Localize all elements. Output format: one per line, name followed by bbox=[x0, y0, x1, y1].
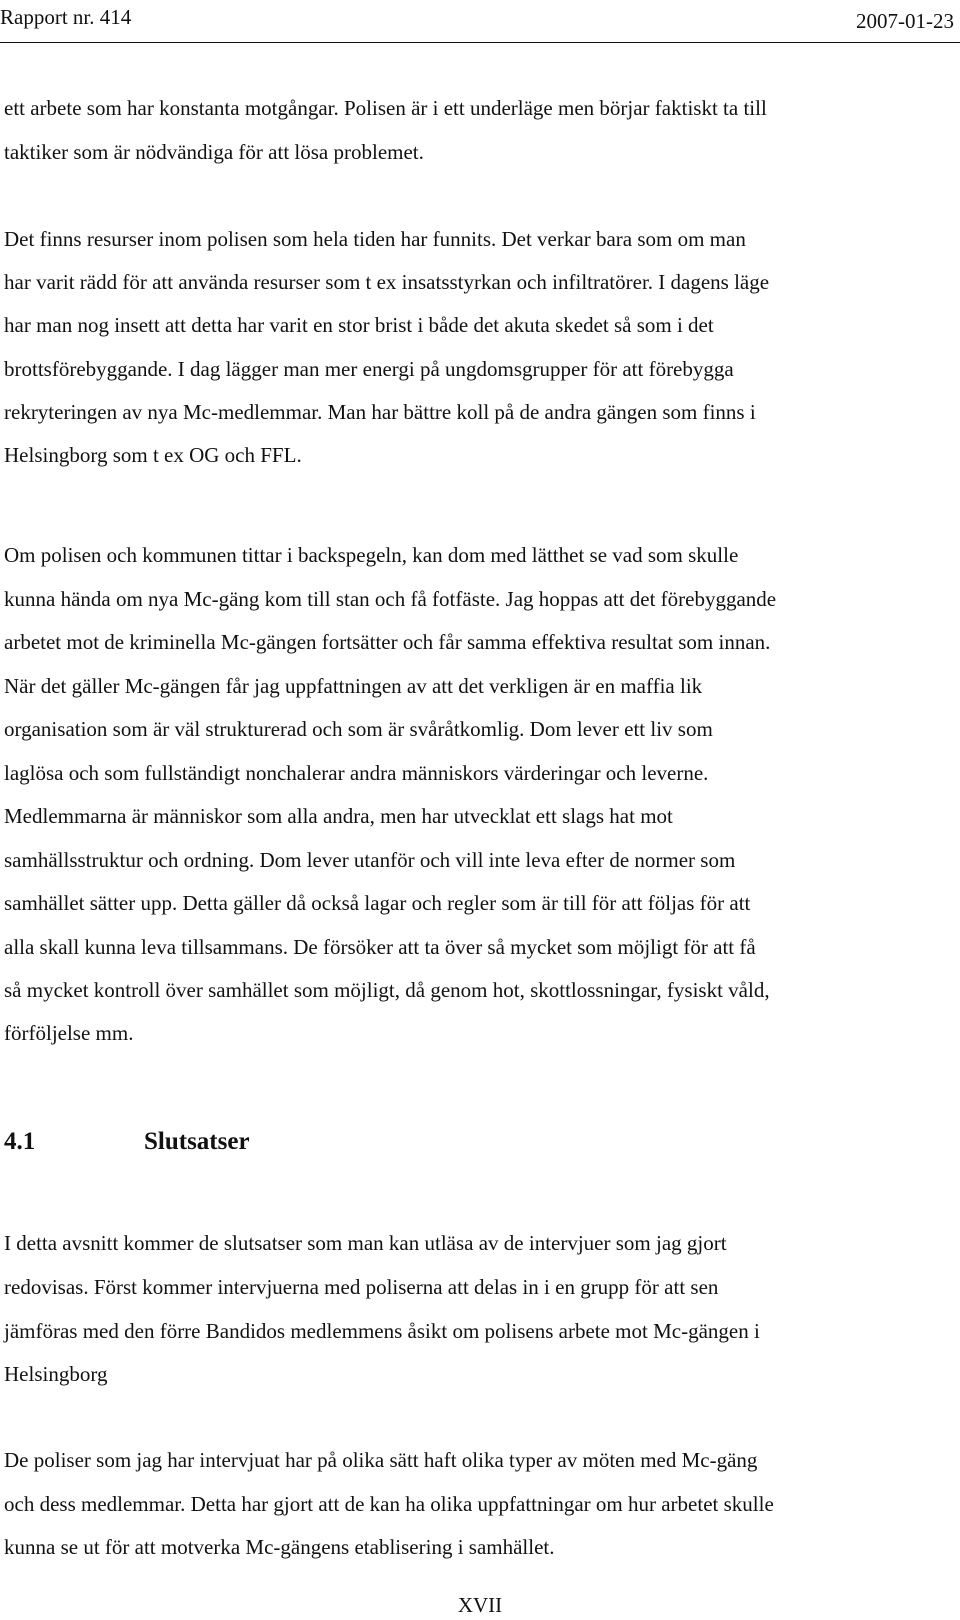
text-line: kunna se ut för att motverka Mc-gängens etablisering i samhället. bbox=[4, 1535, 555, 1559]
text-line: I detta avsnitt kommer de slutsatser som man kan utläsa av de intervjuer som jag gjort bbox=[4, 1231, 727, 1255]
page-number: XVII bbox=[457, 1593, 503, 1617]
header-divider bbox=[0, 42, 960, 43]
text-line: Helsingborg som t ex OG och FFL. bbox=[4, 443, 302, 467]
text-line: samhället sätter upp. Detta gäller då också lagar och regler som är till för att följas för att bbox=[4, 891, 751, 915]
text-line: har varit rädd för att använda resurser som t ex insatsstyrkan och infiltratörer. I dagens läge bbox=[4, 270, 770, 294]
section-title: Slutsatser bbox=[144, 1128, 250, 1155]
text-line: brottsförebyggande. I dag lägger man mer energi på ungdomsgrupper för att förebygga bbox=[4, 357, 734, 381]
text-line: redovisas. Först kommer intervjuerna med poliserna att delas in i en grupp för att sen bbox=[4, 1275, 719, 1299]
text-line: jämföras med den förre Bandidos medlemmens åsikt om polisens arbete mot Mc-gängen i bbox=[4, 1319, 760, 1343]
text-line: organisation som är väl strukturerad och som är svåråtkomlig. Dom lever ett liv som bbox=[4, 717, 713, 741]
text-line: rekryteringen av nya Mc-medlemmar. Man har bättre koll på de andra gängen som finns i bbox=[4, 400, 756, 424]
text-line: laglösa och som fullständigt nonchalerar andra människors värderingar och leverne. bbox=[4, 761, 709, 785]
text-line: och dess medlemmar. Detta har gjort att de kan ha olika uppfattningar om hur arbetet skulle bbox=[4, 1492, 774, 1516]
text-line: Om polisen och kommunen tittar i backspegeln, kan dom med lätthet se vad som skulle bbox=[4, 543, 739, 567]
text-line: har man nog insett att detta har varit en stor brist i både det akuta skedet så som i det bbox=[4, 313, 714, 337]
text-line: så mycket kontroll över samhället som möjligt, då genom hot, skottlossningar, fysiskt våld, bbox=[4, 978, 770, 1002]
text-line: Helsingborg bbox=[4, 1362, 108, 1386]
text-line: Medlemmarna är människor som alla andra, men har utvecklat ett slags hat mot bbox=[4, 804, 673, 828]
text-line: kunna hända om nya Mc-gäng kom till stan och få fotfäste. Jag hoppas att det förebyggande bbox=[4, 587, 777, 611]
page-header bbox=[0, 2, 960, 42]
report-number: Rapport nr. 414 bbox=[0, 5, 132, 29]
text-line: taktiker som är nödvändiga för att lösa problemet. bbox=[4, 140, 424, 164]
text-line: Det finns resurser inom polisen som hela tiden har funnits. Det verkar bara som om man bbox=[4, 227, 746, 251]
text-line: samhällsstruktur och ordning. Dom lever utanför och vill inte leva efter de normer som bbox=[4, 848, 736, 872]
text-line: arbetet mot de kriminella Mc-gängen fortsätter och får samma effektiva resultat som innan. bbox=[4, 630, 771, 654]
text-line: När det gäller Mc-gängen får jag uppfattningen av att det verkligen är en maffia lik bbox=[4, 674, 703, 698]
text-line: alla skall kunna leva tillsammans. De försöker att ta över så mycket som möjligt för att få bbox=[4, 935, 756, 959]
text-line: förföljelse mm. bbox=[4, 1021, 134, 1045]
report-date: 2007-01-23 bbox=[856, 9, 954, 33]
text-line: ett arbete som har konstanta motgångar. Polisen är i ett underläge men börjar faktiskt ta till bbox=[4, 96, 767, 120]
section-number: 4.1 bbox=[4, 1128, 36, 1155]
text-line: De poliser som jag har intervjuat har på olika sätt haft olika typer av möten med Mc-gäng bbox=[4, 1448, 758, 1472]
